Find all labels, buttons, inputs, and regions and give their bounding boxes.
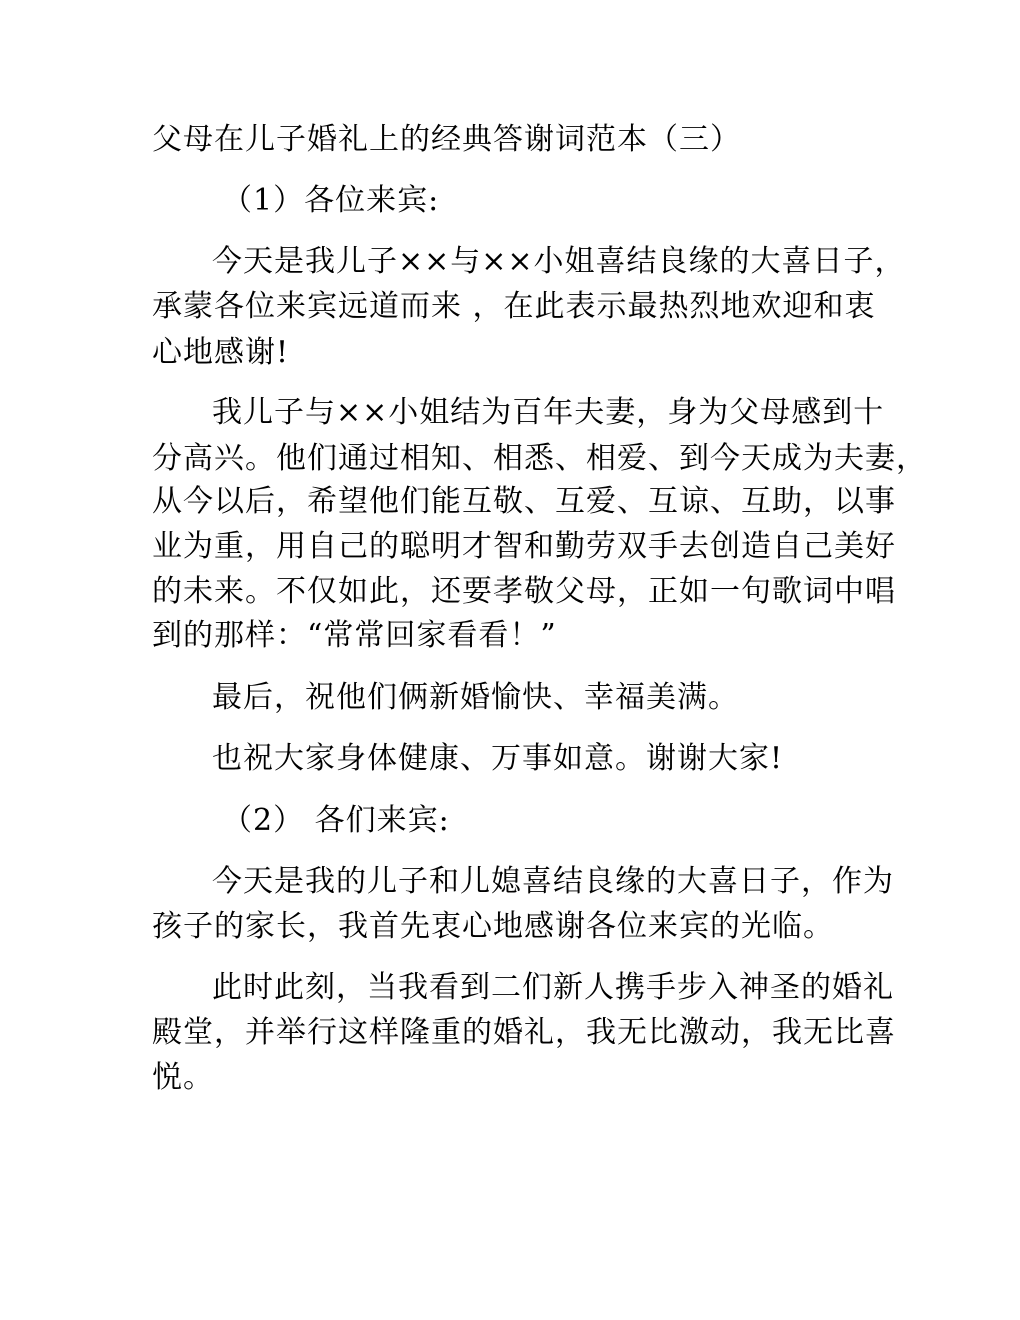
paragraph-line: 悦。 bbox=[152, 1060, 214, 1095]
paragraph-line: 心地感谢! bbox=[152, 335, 290, 370]
paragraph-line: 殿堂，并举行这样隆重的婚礼，我无比激动，我无比喜 bbox=[152, 1015, 896, 1050]
paragraph-line: 到的那样：“常常回家看看！” bbox=[152, 618, 557, 653]
paragraph-line: 我儿子与××小姐结为百年夫妻，身为父母感到十 bbox=[212, 395, 885, 430]
paragraph-line: 也祝大家身体健康、万事如意。谢谢大家! bbox=[212, 741, 784, 776]
section-1-heading: （1）各位来宾: bbox=[222, 183, 440, 218]
document-title: 父母在儿子婚礼上的经典答谢词范本（三） bbox=[152, 122, 741, 157]
paragraph-line: 孩子的家长，我首先衷心地感谢各位来宾的光临。 bbox=[152, 909, 834, 944]
paragraph-line: 最后，祝他们俩新婚愉快、幸福美满。 bbox=[212, 680, 739, 715]
paragraph-line: 承蒙各位来宾远道而来 ，在此表示最热烈地欢迎和衷 bbox=[152, 289, 876, 324]
paragraph-line: 今天是我的儿子和儿媳喜结良缘的大喜日子，作为 bbox=[212, 864, 894, 899]
paragraph-line: 从今以后，希望他们能互敬、互爱、互谅、互助，以事 bbox=[152, 484, 896, 519]
paragraph-line: 业为重，用自己的聪明才智和勤劳双手去创造自己美好 bbox=[152, 529, 896, 564]
paragraph-line: 此时此刻，当我看到二们新人携手步入神圣的婚礼 bbox=[212, 970, 894, 1005]
paragraph-line: 分高兴。他们通过相知、相悉、相爱、到今天成为夫妻， bbox=[152, 441, 927, 476]
paragraph-line: 的未来。不仅如此，还要孝敬父母，正如一句歌词中唱 bbox=[152, 574, 896, 609]
paragraph-line: 今天是我儿子××与××小姐喜结良缘的大喜日子， bbox=[212, 244, 906, 279]
section-2-heading: （2） 各们来宾: bbox=[222, 803, 450, 838]
